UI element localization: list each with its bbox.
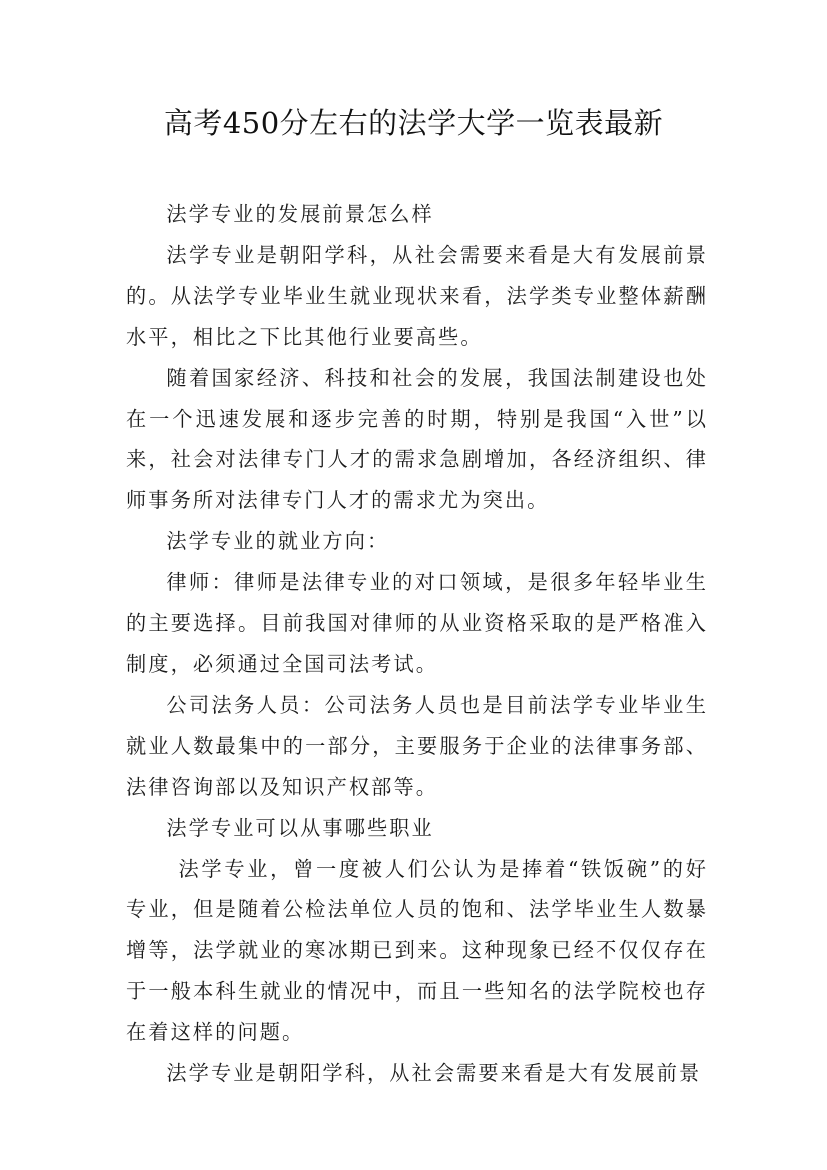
document-title: 高考450分左右的法学大学一览表最新: [163, 106, 664, 140]
paragraph: 法学专业，曾一度被人们公认为是捧着“铁饭碗”的好专业，但是随着公检法单位人员的饱和、法学毕业生人数暴增等，法学就业的寒冰期已到来。这种现象已经不仅仅存在于一般本科生就业的情况中，而且一些知名的法学院校也存在着这样的问题。: [126, 856, 708, 1045]
section-heading-careers: 法学专业可以从事哪些职业: [166, 815, 434, 840]
paragraph: 公司法务人员：公司法务人员也是目前法学专业毕业生就业人数最集中的一部分，主要服务于企业的法律事务部、法律咨询部以及知识产权部等。: [126, 692, 708, 799]
section-heading-employment-direction: 法学专业的就业方向：: [166, 529, 390, 554]
paragraph: 随着国家经济、科技和社会的发展，我国法制建设也处在一个迅速发展和逐步完善的时期，特别是我国“入世”以来，社会对法律专门人才的需求急剧增加，各经济组织、律师事务所对法律专门人才的需求尤为突出。: [126, 365, 708, 513]
paragraph: 法学专业是朝阳学科，从社会需要来看是大有发展前景: [166, 1061, 702, 1086]
paragraph: 法学专业是朝阳学科，从社会需要来看是大有发展前景的。从法学专业毕业生就业现状来看，法学类专业整体薪酬水平，相比之下比其他行业要高些。: [126, 242, 708, 349]
document-body: [126, 194, 708, 1094]
section-heading-prospects: 法学专业的发展前景怎么样: [166, 202, 434, 226]
paragraph: 律师：律师是法律专业的对口领域，是很多年轻毕业生的主要选择。目前我国对律师的从业资格采取的是严格准入制度，必须通过全国司法考试。: [126, 570, 708, 676]
